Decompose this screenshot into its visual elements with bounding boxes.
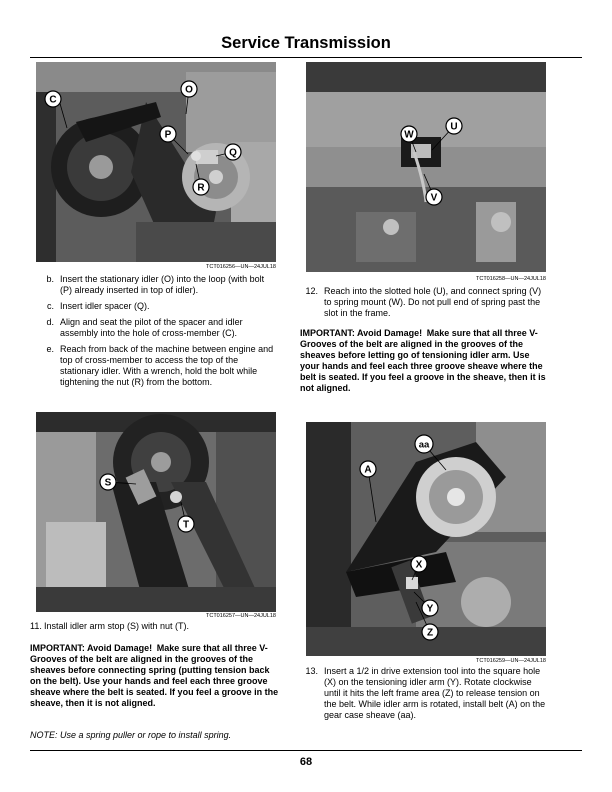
important-lead-left: IMPORTANT: Avoid Damage! (30, 643, 153, 653)
step-13: 13. Insert a 1/2 in drive extension tool into the square hole (X) on the tensioning idler arm (Y). Rotate clockwise until it hits the left frame area (Z) to release tension on the belt. While idler arm is rotated, install belt (A) on the gear case sheave (aa). (305, 666, 546, 720)
callout-o: O (185, 84, 193, 96)
figure-gear-case-sheave (306, 422, 546, 656)
important-notice-right (300, 328, 550, 394)
callout-q: Q (229, 147, 237, 159)
important-lead-right: IMPORTANT: Avoid Damage! (300, 328, 423, 338)
callout-r: R (197, 182, 205, 194)
figure-spring-callouts (306, 62, 546, 272)
figure-idler-arm-stop (36, 412, 276, 612)
important-notice-left (30, 643, 282, 709)
callout-p: P (164, 129, 172, 141)
callout-aa: aa (418, 439, 430, 451)
step-11-block (30, 621, 280, 632)
figure-code-1: TCT016256—UN—24JUL18 (205, 264, 276, 270)
callout-y: Y (426, 603, 434, 615)
figure-stop-callouts (36, 412, 276, 612)
header-rule (30, 57, 582, 58)
callout-t: T (182, 519, 190, 531)
substeps-list (36, 274, 276, 393)
page-number: 68 (299, 756, 313, 768)
step-12-block (300, 286, 550, 319)
figure-idler-callouts (36, 62, 276, 262)
figure-code-3: TCT016257—UN—24JUL18 (205, 613, 276, 619)
step-12: 12. Reach into the slotted hole (U), and connect spring (V) to spring mount (W). Do not pull end of spring past the slot in the frame. (305, 286, 542, 318)
footer-rule (30, 750, 582, 751)
step-11: 11. Install idler arm stop (S) with nut (T). (30, 621, 190, 631)
callout-c: C (49, 94, 57, 106)
callout-z: Z (426, 627, 434, 639)
page-title: Service Transmission (221, 34, 391, 52)
figure-idler-assembly (36, 62, 276, 262)
substep-d: d. Align and seat the pilot of the spacer and idler assembly into the hole of cross-member (C). (46, 317, 243, 338)
callout-w: W (404, 129, 414, 141)
substep-e: e. Reach from back of the machine between engine and top of cross-member to access the top of the stationary idler. With a wrench, hold the bolt while tightening the nut (R) from the bottom. (46, 344, 274, 387)
step-13-block (300, 666, 550, 721)
substep-c: c. Insert idler spacer (Q). (46, 301, 150, 311)
callout-a: A (364, 464, 372, 476)
substep-b: b. Insert the stationary idler (O) into the loop (with bolt (P) already inserted in top of idler). (46, 274, 265, 295)
callout-x: X (415, 559, 423, 571)
callout-v: V (430, 192, 438, 204)
callout-s: S (104, 477, 112, 489)
figure-code-2: TCT016258—UN—24JUL18 (475, 276, 546, 282)
note-spring: NOTE: Use a spring puller or rope to install spring. (30, 730, 232, 740)
figure-code-4: TCT016259—UN—24JUL18 (475, 658, 546, 664)
important-text-left: Make sure that all three V-Grooves of the belt are aligned in the grooves of the sheaves before connecting spring (putting tension back on the belt). Use your hands and feel each three groove sheave where the belt is seated. If you feel a groove in the sheave, then it is not aligned. (30, 643, 279, 708)
important-text-right: Make sure that all three V-Grooves of the belt are aligned in the grooves of the sheaves before letting go of tensioning idler arm. Use your hands and feel each three groove sheave where the belt is seated. If you feel a groove in the sheave, then it is not aligned. (300, 328, 546, 393)
figure-spring-mount (306, 62, 546, 272)
figure-sheave-callouts (306, 422, 546, 656)
callout-u: U (450, 121, 458, 133)
